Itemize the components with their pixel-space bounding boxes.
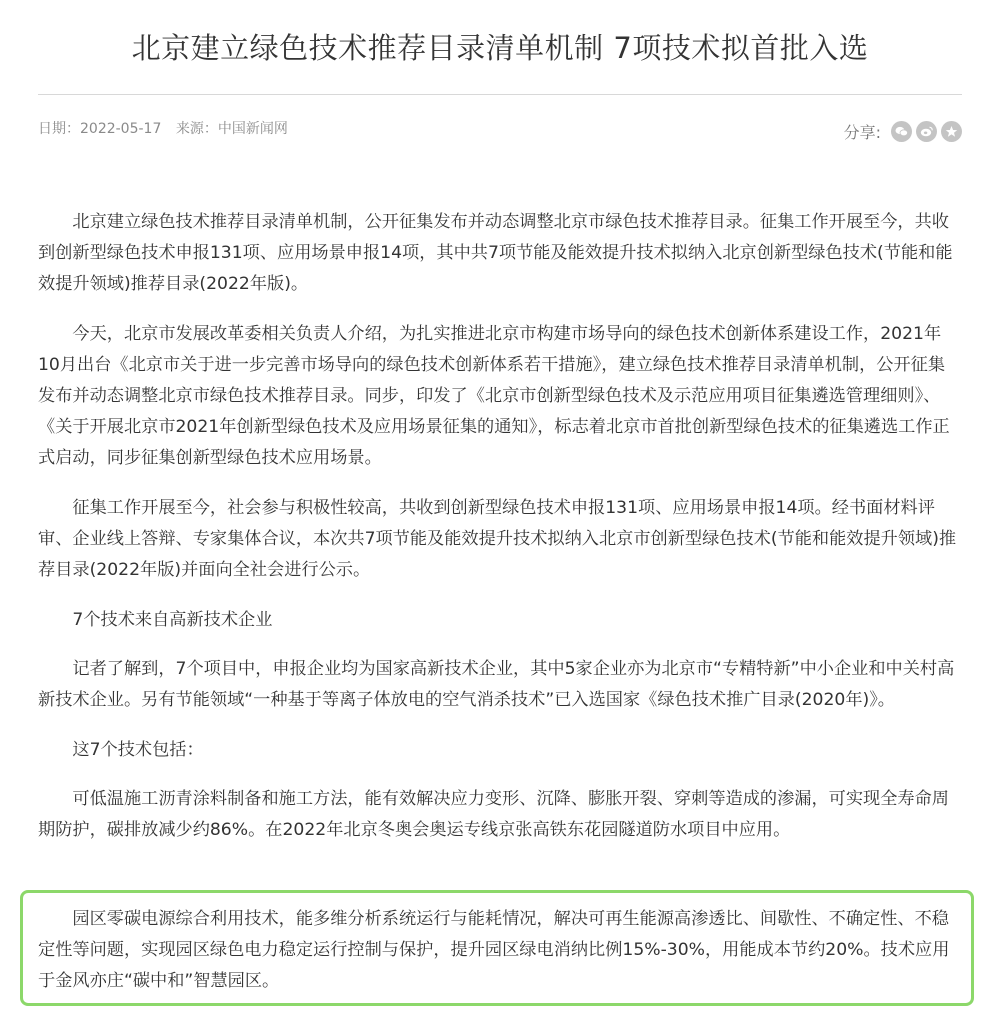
page-title: 北京建立绿色技术推荐目录清单机制 7项技术拟首批入选 [131,31,869,65]
paragraph-background: 今天，北京市发展改革委相关负责人介绍，为扎实推进北京市构建市场导向的绿色技术创新体系建设工作，2021年10月出台《北京市关于进一步完善市场导向的绿色技术创新体系若干措施》，建立绿色技术推荐目录清单机制，公开征集发布并动态调整北京市绿色技术推荐目录。同步，印发了《北京市创新型绿色技术及示范应用项目征集遴选管理细则》、《关于开展北京市2021年创新型绿色技术及应用场景征集的通知》，标志着北京市首批创新型绿色技术的征集遴选工作正式启动，同步征集创新型绿色技术应用场景。 [38,324,950,468]
list-intro: 这7个技术包括： [72,740,204,760]
article-source: 来源：中国新闻网 [175,121,288,137]
article-body [38,207,962,865]
section-subheading: 7个技术来自高新技术企业 [72,610,273,630]
qzone-icon[interactable] [941,121,962,142]
paragraph-collection: 征集工作开展至今，社会参与积极性较高，共收到创新型绿色技术申报131项、应用场景申报14项。经书面材料评审、企业线上答辩、专家集体合议，本次共7项节能及能效提升技术拟纳入北京市创新型绿色技术(节能和能效提升领域)推荐目录(2022年版)并面向全社会进行公示。 [38,498,957,580]
paragraph-tech-asphalt: 可低温施工沥青涂料制备和施工方法，能有效解决应力变形、沉降、膨胀开裂、穿刺等造成的渗漏，可实现全寿命周期防护，碳排放减少约86%。在2022年北京冬奥会奥运专线京张高铁东花园隧道防水项目中应用。 [38,789,949,840]
paragraph-tech-zero-carbon: 园区零碳电源综合利用技术，能多维分析系统运行与能耗情况，解决可再生能源高渗透比、间歇性、不确定性、不稳定性等问题，实现园区绿色电力稳定运行控制与保护，提升园区绿电消纳比例15%-30%，用能成本节约20%。技术应用于金风亦庄“碳中和”智慧园区。 [38,909,950,991]
title-divider [38,94,962,95]
share-bar [844,120,962,142]
publish-date: 日期：2022-05-17 [38,121,162,137]
share-label: 分享: [843,122,881,142]
paragraph-intro: 北京建立绿色技术推荐目录清单机制，公开征集发布并动态调整北京市绿色技术推荐目录。征集工作开展至今，共收到创新型绿色技术申报131项、应用场景申报14项，其中共7项节能及能效提升技术拟纳入北京创新型绿色技术(节能和能效提升领域)推荐目录(2022年版)。 [38,212,953,294]
highlighted-tech-box [20,890,974,1006]
weibo-icon[interactable] [916,121,937,142]
paragraph-enterprises: 记者了解到，7个项目中，申报企业均为国家高新技术企业，其中5家企业亦为北京市“专精特新”中小企业和中关村高新技术企业。另有节能领域“一种基于等离子体放电的空气消杀技术”已入选国家《绿色技术推广目录(2020年)》。 [38,659,955,710]
article-meta [38,118,298,140]
wechat-icon[interactable] [891,121,912,142]
